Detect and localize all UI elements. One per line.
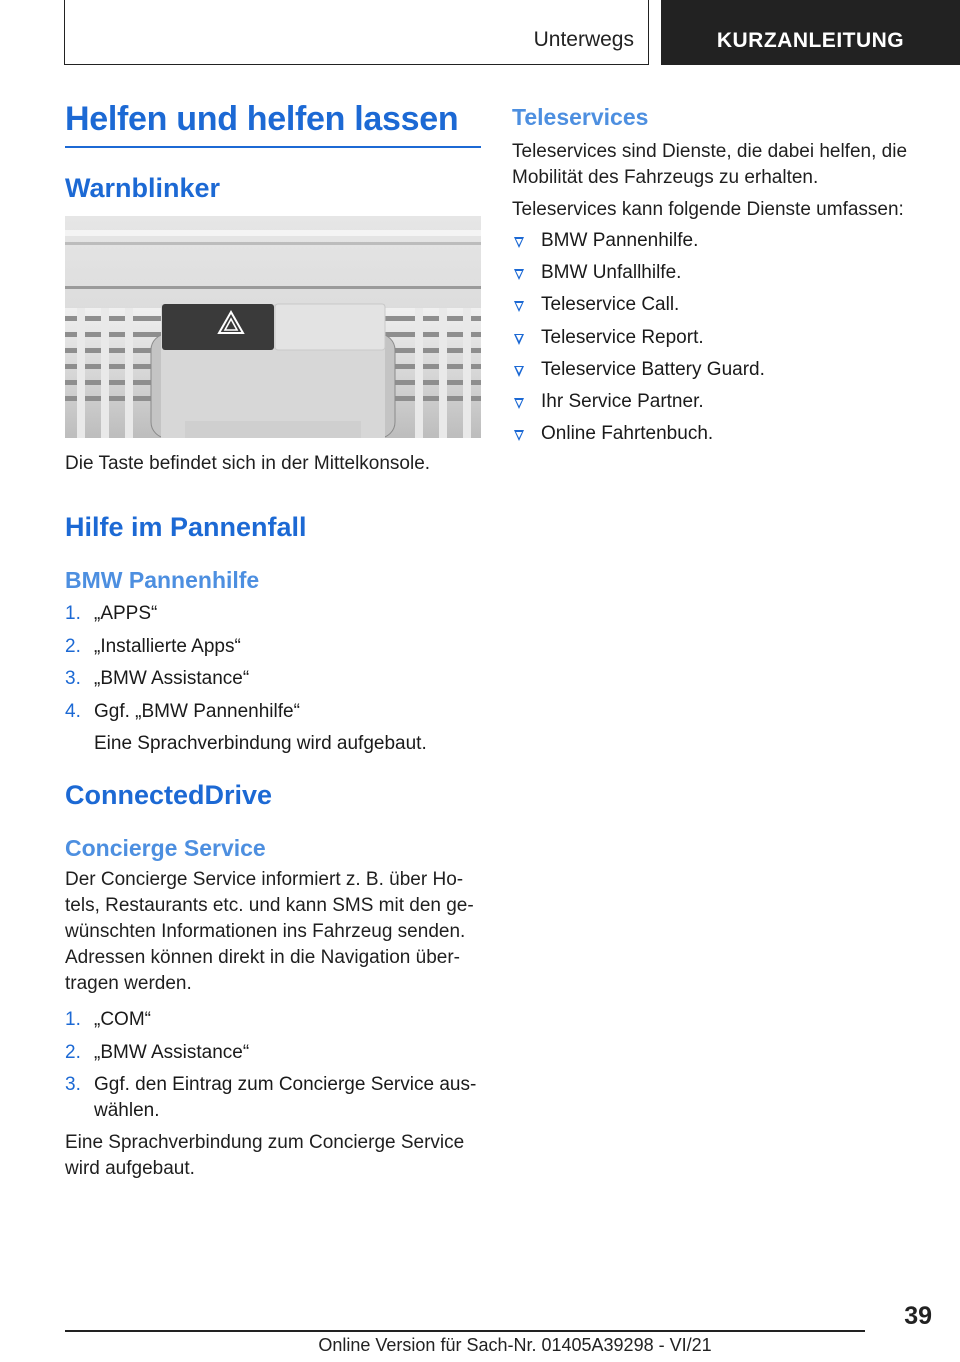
heading-connecteddrive: ConnectedDrive <box>65 780 273 810</box>
header-section-label: Unterwegs <box>533 28 634 51</box>
step-text: Ggf. „BMW Pannenhilfe“ <box>94 700 300 722</box>
list-item <box>512 260 932 286</box>
teleservices-intro <box>512 139 932 191</box>
step-text: „BMW Assistance“ <box>94 668 250 689</box>
concierge-steps <box>65 1007 481 1131</box>
text-line: tragen werden. <box>65 973 192 994</box>
list-item <box>65 1072 481 1124</box>
concierge-intro <box>65 867 481 997</box>
item-text: Teleservice Report. <box>541 326 704 348</box>
text-line: wünschten Informationen ins Fahrzeug senden. <box>65 921 466 942</box>
title-rule <box>65 146 481 148</box>
list-item <box>65 1040 481 1066</box>
item-text: Online Fahrtenbuch. <box>541 423 714 445</box>
heading-teleservices: Teleservices <box>512 104 649 130</box>
triangle-bullet-icon <box>514 334 524 345</box>
page-title: Helfen und helfen lassen <box>65 100 459 138</box>
list-item <box>512 421 932 447</box>
text-line: tels, Restaurants etc. und kann SMS mit den ge‐ <box>65 895 474 916</box>
list-item <box>512 325 932 351</box>
list-item <box>512 389 932 415</box>
item-text: Teleservice Call. <box>541 294 680 316</box>
list-item <box>512 228 932 254</box>
item-text: BMW Pannenhilfe. <box>541 230 699 251</box>
triangle-bullet-icon <box>514 366 524 377</box>
heading-pannenfall: Hilfe im Pannenfall <box>65 512 307 542</box>
text-line: Teleservices sind Dienste, die dabei helfen, die <box>512 141 908 162</box>
list-item <box>65 666 481 692</box>
list-item <box>65 1007 481 1033</box>
hazard-switch-photo <box>65 216 481 438</box>
step-number: 1. <box>65 1009 81 1030</box>
heading-warnblinker: Warnblinker <box>65 173 221 203</box>
subheading-concierge: Concierge Service <box>65 835 266 861</box>
list-item <box>65 601 481 627</box>
step-number: 2. <box>65 1041 81 1063</box>
step-note: Eine Sprachverbindung wird aufgebaut. <box>94 732 427 754</box>
step-text: „COM“ <box>94 1009 151 1030</box>
text-line: Der Concierge Service informiert z. B. über Ho‐ <box>65 869 464 890</box>
list-item <box>512 357 932 383</box>
footer-rule <box>65 1330 865 1332</box>
header-chapter-label: KURZANLEITUNG <box>716 29 905 52</box>
step-number: 1. <box>65 603 81 624</box>
teleservices-lead: Teleservices kann folgende Dienste umfassen: <box>512 199 904 220</box>
step-text: „Installierte Apps“ <box>94 635 241 657</box>
list-item <box>512 292 932 318</box>
item-text: BMW Unfallhilfe. <box>541 262 682 284</box>
item-text: Ihr Service Partner. <box>541 390 704 412</box>
step-text: „APPS“ <box>94 603 158 624</box>
triangle-bullet-icon <box>514 237 524 248</box>
header-section-tab <box>64 0 649 65</box>
text-line: wird aufgebaut. <box>65 1158 195 1179</box>
footer-text: Online Version für Sach-Nr. 01405A39298 - VI/21 <box>318 1335 712 1355</box>
step-number: 4. <box>65 700 81 722</box>
step-number: 2. <box>65 635 81 657</box>
step-number: 3. <box>65 668 81 689</box>
teleservices-list <box>512 228 932 453</box>
hazard-switch-illustration <box>65 216 481 438</box>
item-text: Teleservice Battery Guard. <box>541 358 765 380</box>
subheading-pannenhilfe: BMW Pannenhilfe <box>65 567 260 593</box>
header-chapter-tab <box>661 0 960 65</box>
triangle-bullet-icon <box>514 430 524 441</box>
pannenhilfe-steps <box>65 601 481 763</box>
list-item <box>65 634 481 660</box>
list-item <box>65 699 481 757</box>
step-text: Ggf. den Eintrag zum Concierge Service aus‐wählen. <box>94 1074 477 1121</box>
triangle-bullet-icon <box>514 269 524 280</box>
triangle-bullet-icon <box>514 301 524 312</box>
warnblinker-caption: Die Taste befindet sich in der Mittelkonsole. <box>65 453 431 474</box>
text-line: Eine Sprachverbindung zum Concierge Service <box>65 1132 465 1153</box>
step-text: „BMW Assistance“ <box>94 1041 250 1063</box>
step-number: 3. <box>65 1074 81 1095</box>
concierge-outro <box>65 1130 481 1182</box>
text-line: Adressen können direkt in die Navigation über‐ <box>65 947 461 968</box>
page-number: 39 <box>904 1302 932 1330</box>
triangle-bullet-icon <box>514 398 524 409</box>
text-line: Mobilität des Fahrzeugs zu erhalten. <box>512 167 819 188</box>
